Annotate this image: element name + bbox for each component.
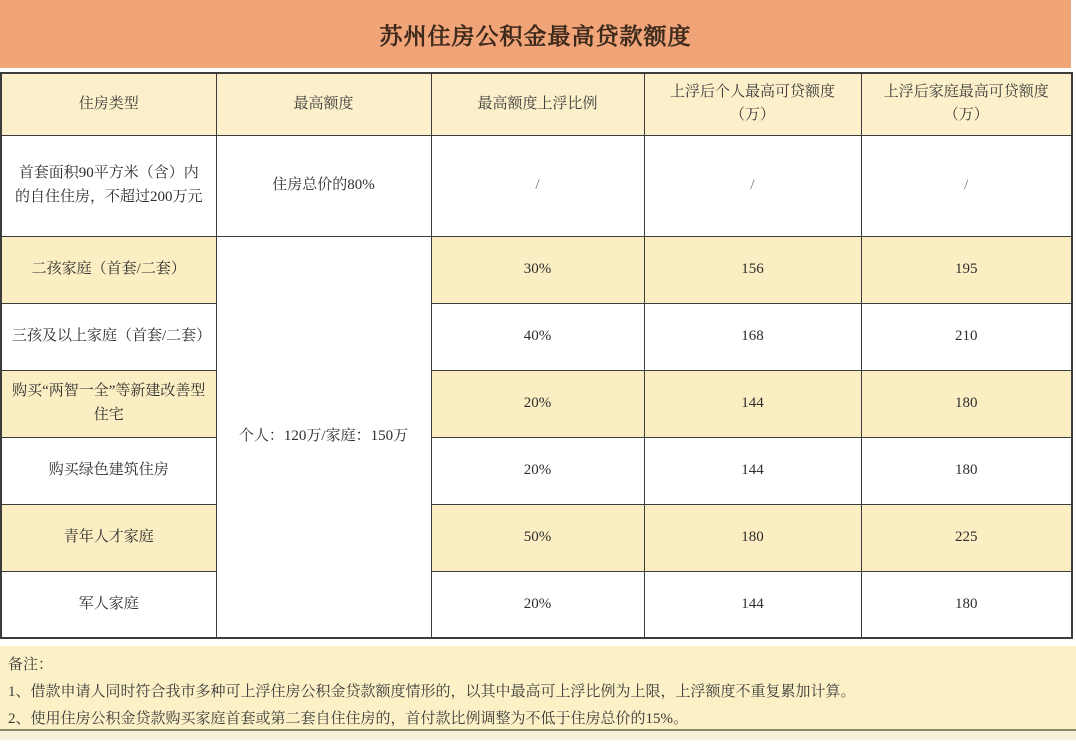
cell-housing-type: 首套面积90平方米（含）内的自住住房，不超过200万元	[1, 135, 216, 236]
cell-housing-type: 三孩及以上家庭（首套/二套）	[1, 303, 216, 370]
notes-section	[0, 646, 1076, 731]
header-row	[1, 73, 1072, 135]
table-notes-gap	[0, 639, 1076, 646]
cell-uplift-ratio: 50%	[431, 504, 644, 571]
cell-uplift-ratio: 20%	[431, 437, 644, 504]
cell-personal-max: 144	[644, 571, 861, 638]
cell-merged-max-quota: 个人：120万/家庭：150万	[216, 236, 431, 638]
cell-personal-max: 180	[644, 504, 861, 571]
cell-family-max: 210	[861, 303, 1072, 370]
cell-personal-max: 156	[644, 236, 861, 303]
title-bar	[0, 0, 1071, 68]
cell-personal-max: 168	[644, 303, 861, 370]
table-row-two-child	[1, 236, 1072, 303]
cell-personal-max: 144	[644, 437, 861, 504]
table-row-first-home	[1, 135, 1072, 236]
notes-label: 备注：	[8, 657, 54, 673]
cell-uplift-ratio: 20%	[431, 370, 644, 437]
cell-uplift-ratio: 40%	[431, 303, 644, 370]
col-header-max-quota: 最高额度	[216, 73, 431, 135]
page-title: 苏州住房公积金最高贷款额度	[379, 23, 692, 49]
cell-housing-type: 购买绿色建筑住房	[1, 437, 216, 504]
table-row-improved-housing	[1, 370, 1072, 437]
cell-uplift-ratio: 30%	[431, 236, 644, 303]
note-item-1: 1、借款申请人同时符合我市多种可上浮住房公积金贷款额度情形的，以其中最高可上浮比例为上限，上浮额度不重复累加计算。	[8, 684, 856, 700]
cell-housing-type: 青年人才家庭	[1, 504, 216, 571]
loan-quota-table	[0, 72, 1073, 639]
cell-housing-type: 军人家庭	[1, 571, 216, 638]
cell-uplift-ratio: 20%	[431, 571, 644, 638]
col-header-housing-type: 住房类型	[1, 73, 216, 135]
cell-personal-max: 144	[644, 370, 861, 437]
cell-family-max: 225	[861, 504, 1072, 571]
cell-personal-max: /	[644, 135, 861, 236]
cell-family-max: 180	[861, 571, 1072, 638]
cell-housing-type: 购买“两智一全”等新建改善型住宅	[1, 370, 216, 437]
table-row-green-building	[1, 437, 1072, 504]
cell-uplift-ratio: /	[431, 135, 644, 236]
table-row-three-child	[1, 303, 1072, 370]
cell-max-quota: 住房总价的80%	[216, 135, 431, 236]
table-row-military-family	[1, 571, 1072, 638]
col-header-personal-max: 上浮后个人最高可贷额度（万）	[644, 73, 861, 135]
table-row-young-talent	[1, 504, 1072, 571]
cell-family-max: /	[861, 135, 1072, 236]
col-header-family-max: 上浮后家庭最高可贷额度（万）	[861, 73, 1072, 135]
cell-family-max: 180	[861, 370, 1072, 437]
cell-family-max: 180	[861, 437, 1072, 504]
cell-housing-type: 二孩家庭（首套/二套）	[1, 236, 216, 303]
note-item-2: 2、使用住房公积金贷款购买家庭首套或第二套自住住房的，首付款比例调整为不低于住房总价的15%。	[8, 711, 688, 727]
col-header-uplift-ratio: 最高额度上浮比例	[431, 73, 644, 135]
cell-family-max: 195	[861, 236, 1072, 303]
